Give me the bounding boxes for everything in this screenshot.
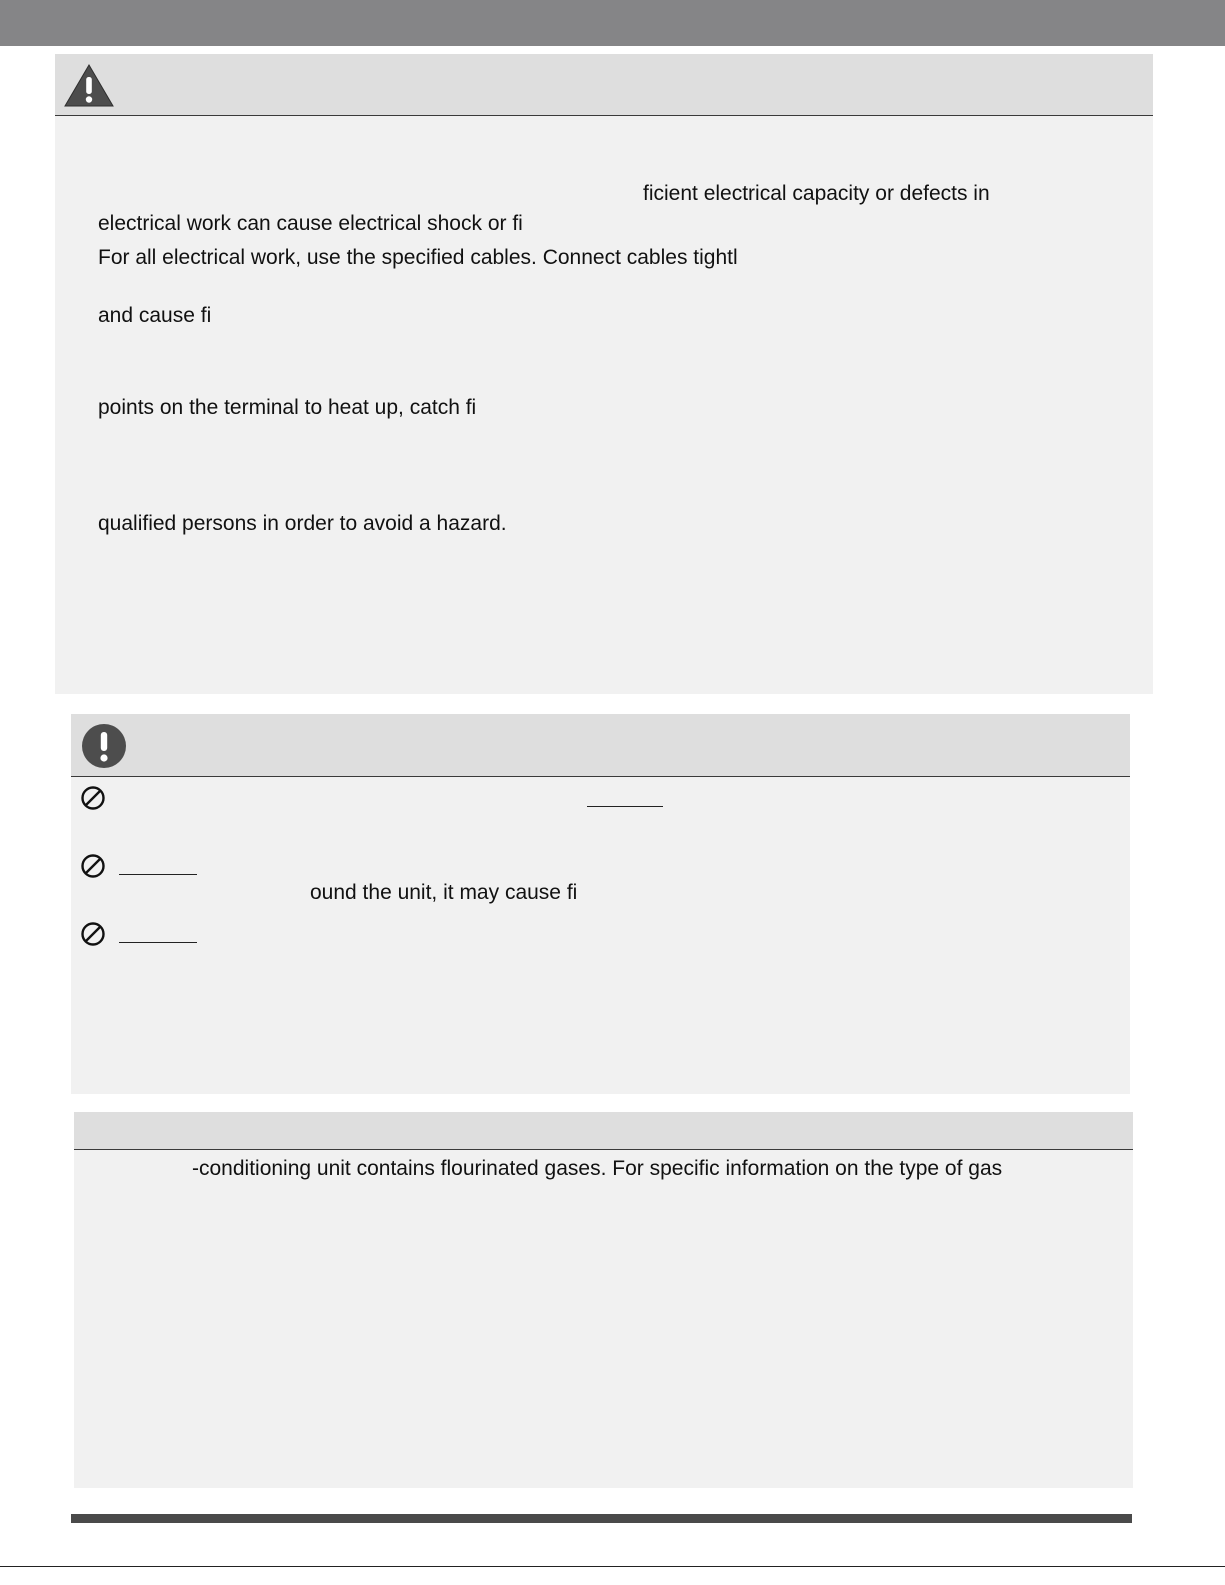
footer-rule (71, 1514, 1132, 1523)
warning-text-line: points on the terminal to heat up, catch fi (98, 396, 477, 419)
environmental-panel-header (74, 1112, 1133, 1150)
exclamation-circle-icon (81, 723, 127, 769)
warning-text-line: and cause fi (98, 304, 212, 327)
warning-text-line: qualified persons in order to avoid a hazard. (98, 512, 507, 535)
environmental-panel (74, 1112, 1133, 1488)
caution-text-line: ound the unit, it may cause fi (310, 881, 578, 904)
warning-text-line: ficient electrical capacity or defects in (643, 182, 990, 205)
environmental-text-line: -conditioning unit contains flourinated gases. For specific information on the type of gas (192, 1157, 1003, 1180)
underline-mark (587, 806, 663, 807)
underline-mark (119, 942, 197, 943)
prohibited-sign-icon (80, 853, 106, 879)
warning-panel-header (55, 54, 1153, 116)
underline-mark (119, 874, 197, 875)
caution-panel (71, 714, 1130, 1094)
warning-text-line: For all electrical work, use the specified cables. Connect cables tightl (98, 246, 738, 269)
page-bottom-line (0, 1566, 1225, 1567)
warning-panel (55, 54, 1153, 694)
warning-triangle-icon (63, 62, 115, 108)
warning-text-line: electrical work can cause electrical shock or fi (98, 212, 523, 235)
prohibited-sign-icon (80, 785, 106, 811)
prohibited-sign-icon (80, 921, 106, 947)
top-bar (0, 0, 1225, 46)
caution-panel-header (71, 714, 1130, 777)
